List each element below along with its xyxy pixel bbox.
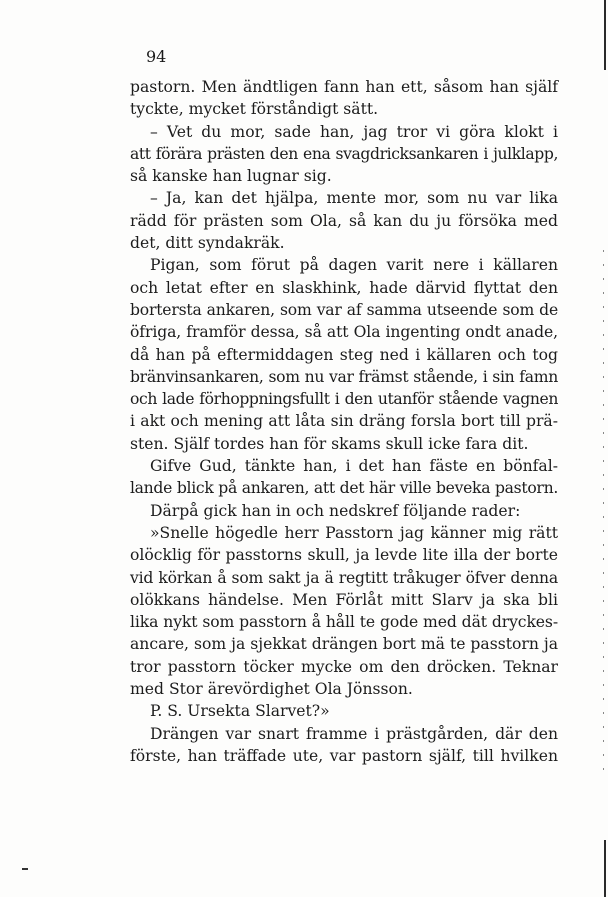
text-line: det, ditt syndakräk.: [130, 234, 285, 253]
text-line: och lade förhoppningsfullt i den utanför stående vagnen: [130, 390, 558, 409]
text-line: P. S. Ursekta Slarvet?»: [150, 702, 330, 721]
text-line: förste, han träffade ute, var pastorn själf, till hvilken: [130, 746, 558, 765]
text-line: olökkans händelse. Men Förlåt mitt Slarv ja ska bli: [130, 590, 558, 609]
page-edge-mark: [604, 0, 606, 70]
text-line: – Vet du mor, sade han, jag tror vi göra klokt i: [150, 122, 558, 141]
text-line: olöcklig för passtorns skull, ja levde lite illa der borte: [130, 546, 558, 565]
text-line: bränvinsankaren, som nu var främst stående, i sin famn: [130, 367, 558, 386]
text-line: Pigan, som förut på dagen varit nere i källaren: [150, 256, 558, 275]
text-line: »Snelle högedle herr Passtorn jag känner mig rätt: [150, 523, 558, 542]
text-line: sten. Själf tordes han för skams skull icke fara dit.: [130, 434, 529, 453]
text-line: tror passtorn töcker mycke om den dröcken. Teknar: [130, 657, 558, 676]
text-line: – Ja, kan det hjälpa, mente mor, som nu var lika: [150, 189, 558, 208]
text-line: rädd för prästen som Ola, så kan du ju försöka med: [130, 211, 558, 230]
text-line: lande blick på ankaren, att det här ville beveka pastorn.: [130, 479, 558, 498]
page-edge-mark: [604, 840, 606, 897]
text-line: vid körkan å som sakt ja ä regtitt tråkuger öfver denna: [130, 568, 558, 587]
body-text: [130, 76, 558, 767]
text-line: pastorn. Men ändtligen fann han ett, såsom han själf: [130, 78, 558, 96]
text-line: med Stor ärevördighet Ola Jönsson.: [130, 680, 413, 699]
text-line: att förära prästen den ena svagdricksankaren i julklapp,: [130, 144, 558, 163]
text-line: så kanske han lugnar sig.: [130, 167, 332, 186]
text-line: tyckte, mycket förståndigt sätt.: [130, 100, 379, 119]
page-number: 94: [146, 47, 167, 66]
text-line: ancare, som ja sjekkat drängen bort mä te passtorn ja: [130, 635, 558, 654]
text-line: och letat efter en slaskhink, hade därvid flyttat den: [130, 278, 558, 297]
scan-speck: [22, 868, 28, 870]
text-line: Gifve Gud, tänkte han, i det han fäste en bönfal-: [150, 457, 558, 476]
text-line: bortersta ankaren, som var af samma utseende som de: [130, 300, 558, 319]
text-line: Drängen var snart framme i prästgården, där den: [150, 724, 558, 743]
text-line: lika nykt som passtorn å håll te gode med dät dryckes-: [130, 613, 558, 632]
text-line: då han på eftermiddagen steg ned i källaren och tog: [130, 345, 558, 364]
text-line: i akt och mening att låta sin dräng forsla bort till prä-: [130, 412, 558, 431]
page-edge-dots: [603, 250, 604, 770]
text-line: öfriga, framför dessa, så att Ola ingenting ondt anade,: [130, 323, 558, 342]
text-line: Därpå gick han in och nedskref följande rader:: [150, 501, 521, 520]
